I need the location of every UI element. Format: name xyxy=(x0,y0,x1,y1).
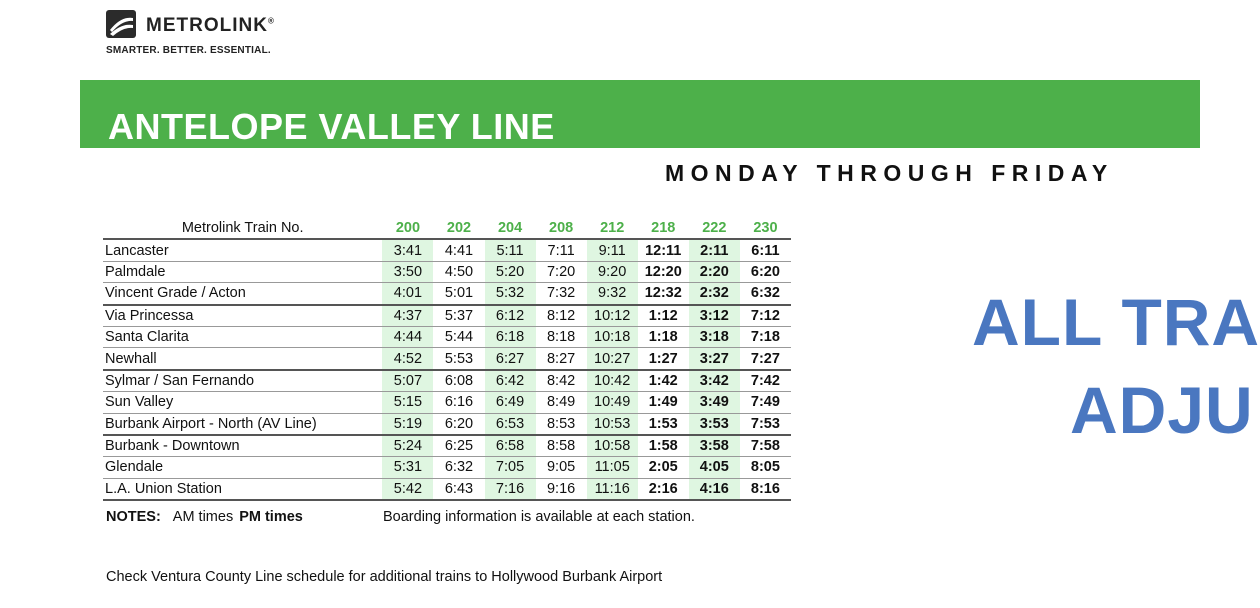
station-name: Burbank Airport - North (AV Line) xyxy=(103,413,382,435)
departure-time: 3:53 xyxy=(689,413,740,435)
departure-time: 4:52 xyxy=(382,348,433,370)
departure-time: 6:08 xyxy=(433,370,484,392)
schedule-header-row xyxy=(103,218,791,239)
train-number: 200 xyxy=(382,218,433,239)
table-row xyxy=(103,326,791,347)
departure-time: 4:16 xyxy=(689,478,740,500)
departure-time: 5:19 xyxy=(382,413,433,435)
table-row xyxy=(103,239,791,261)
line-banner xyxy=(80,80,1200,148)
departure-time: 6:27 xyxy=(485,348,536,370)
departure-time: 2:32 xyxy=(689,283,740,305)
departure-time: 12:11 xyxy=(638,239,689,261)
station-name: Burbank - Downtown xyxy=(103,435,382,457)
departure-time: 8:53 xyxy=(536,413,587,435)
departure-time: 6:49 xyxy=(485,392,536,413)
departure-time: 6:12 xyxy=(485,305,536,327)
departure-time: 5:32 xyxy=(485,283,536,305)
departure-time: 5:07 xyxy=(382,370,433,392)
departure-time: 7:11 xyxy=(536,239,587,261)
table-row xyxy=(103,370,791,392)
departure-time: 7:53 xyxy=(740,413,791,435)
departure-time: 6:42 xyxy=(485,370,536,392)
metrolink-logo-icon xyxy=(106,10,136,38)
departure-time: 4:05 xyxy=(689,457,740,478)
departure-time: 12:32 xyxy=(638,283,689,305)
departure-time: 3:12 xyxy=(689,305,740,327)
departure-time: 11:05 xyxy=(587,457,638,478)
departure-time: 8:16 xyxy=(740,478,791,500)
departure-time: 1:49 xyxy=(638,392,689,413)
train-number: 208 xyxy=(536,218,587,239)
departure-time: 10:58 xyxy=(587,435,638,457)
departure-time: 5:01 xyxy=(433,283,484,305)
departure-time: 9:32 xyxy=(587,283,638,305)
am-times-note: AM times xyxy=(172,509,234,525)
departure-time: 1:53 xyxy=(638,413,689,435)
station-name: Vincent Grade / Acton xyxy=(103,283,382,305)
departure-time: 4:44 xyxy=(382,326,433,347)
departure-time: 5:24 xyxy=(382,435,433,457)
station-name: Palmdale xyxy=(103,261,382,282)
departure-time: 10:12 xyxy=(587,305,638,327)
station-name: Sylmar / San Fernando xyxy=(103,370,382,392)
line-title: ANTELOPE VALLEY LINE xyxy=(108,106,555,147)
schedule-body xyxy=(103,239,791,500)
departure-time: 6:32 xyxy=(433,457,484,478)
departure-time: 6:58 xyxy=(485,435,536,457)
departure-time: 7:42 xyxy=(740,370,791,392)
departure-time: 6:25 xyxy=(433,435,484,457)
train-number: 204 xyxy=(485,218,536,239)
table-row xyxy=(103,435,791,457)
departure-time: 8:42 xyxy=(536,370,587,392)
departure-time: 5:20 xyxy=(485,261,536,282)
departure-time: 5:11 xyxy=(485,239,536,261)
departure-time: 2:16 xyxy=(638,478,689,500)
departure-time: 10:53 xyxy=(587,413,638,435)
departure-time: 7:18 xyxy=(740,326,791,347)
departure-time: 10:18 xyxy=(587,326,638,347)
departure-time: 10:27 xyxy=(587,348,638,370)
departure-time: 1:27 xyxy=(638,348,689,370)
service-days: MONDAY THROUGH FRIDAY xyxy=(665,160,1114,186)
departure-time: 8:12 xyxy=(536,305,587,327)
departure-time: 6:20 xyxy=(740,261,791,282)
departure-time: 8:18 xyxy=(536,326,587,347)
station-name: Lancaster xyxy=(103,239,382,261)
departure-time: 4:50 xyxy=(433,261,484,282)
departure-time: 7:49 xyxy=(740,392,791,413)
departure-time: 6:20 xyxy=(433,413,484,435)
table-row xyxy=(103,478,791,500)
departure-time: 6:18 xyxy=(485,326,536,347)
departure-time: 5:31 xyxy=(382,457,433,478)
departure-time: 7:58 xyxy=(740,435,791,457)
departure-time: 6:53 xyxy=(485,413,536,435)
departure-time: 3:50 xyxy=(382,261,433,282)
departure-time: 3:41 xyxy=(382,239,433,261)
departure-time: 5:53 xyxy=(433,348,484,370)
station-name: Newhall xyxy=(103,348,382,370)
departure-time: 1:12 xyxy=(638,305,689,327)
departure-time: 2:05 xyxy=(638,457,689,478)
departure-time: 6:32 xyxy=(740,283,791,305)
departure-time: 9:20 xyxy=(587,261,638,282)
train-number: 222 xyxy=(689,218,740,239)
table-row xyxy=(103,283,791,305)
side-heading-line2: ADJU xyxy=(1070,373,1254,447)
departure-time: 1:58 xyxy=(638,435,689,457)
departure-time: 3:49 xyxy=(689,392,740,413)
table-row xyxy=(103,348,791,370)
departure-time: 4:41 xyxy=(433,239,484,261)
brand-tagline: SMARTER. BETTER. ESSENTIAL. xyxy=(106,45,271,56)
table-row xyxy=(103,413,791,435)
notes xyxy=(106,509,303,525)
departure-time: 8:05 xyxy=(740,457,791,478)
departure-time: 2:20 xyxy=(689,261,740,282)
departure-time: 6:43 xyxy=(433,478,484,500)
departure-time: 7:16 xyxy=(485,478,536,500)
departure-time: 9:05 xyxy=(536,457,587,478)
departure-time: 10:42 xyxy=(587,370,638,392)
table-row xyxy=(103,261,791,282)
train-number: 202 xyxy=(433,218,484,239)
departure-time: 7:20 xyxy=(536,261,587,282)
boarding-note: Boarding information is available at each station. xyxy=(383,509,695,525)
departure-time: 6:16 xyxy=(433,392,484,413)
pm-times-note: PM times xyxy=(239,509,303,525)
departure-time: 10:49 xyxy=(587,392,638,413)
departure-time: 9:16 xyxy=(536,478,587,500)
departure-time: 7:12 xyxy=(740,305,791,327)
footer-note: Check Ventura County Line schedule for additional trains to Hollywood Burbank Airport xyxy=(106,569,663,585)
train-number: 212 xyxy=(587,218,638,239)
table-row xyxy=(103,392,791,413)
train-number: 230 xyxy=(740,218,791,239)
train-number-label: Metrolink Train No. xyxy=(103,218,382,239)
departure-time: 1:18 xyxy=(638,326,689,347)
departure-time: 7:27 xyxy=(740,348,791,370)
departure-time: 7:05 xyxy=(485,457,536,478)
station-name: L.A. Union Station xyxy=(103,478,382,500)
departure-time: 12:20 xyxy=(638,261,689,282)
station-name: Santa Clarita xyxy=(103,326,382,347)
notes-label: NOTES: xyxy=(106,509,161,525)
departure-time: 3:18 xyxy=(689,326,740,347)
table-row xyxy=(103,305,791,327)
departure-time: 4:37 xyxy=(382,305,433,327)
side-heading-line1: ALL TRA xyxy=(972,285,1260,359)
departure-time: 5:42 xyxy=(382,478,433,500)
departure-time: 9:11 xyxy=(587,239,638,261)
brand-name: METROLINK® xyxy=(146,15,275,36)
departure-time: 5:37 xyxy=(433,305,484,327)
departure-time: 11:16 xyxy=(587,478,638,500)
departure-time: 7:32 xyxy=(536,283,587,305)
departure-time: 2:11 xyxy=(689,239,740,261)
departure-time: 4:01 xyxy=(382,283,433,305)
departure-time: 5:15 xyxy=(382,392,433,413)
station-name: Sun Valley xyxy=(103,392,382,413)
departure-time: 3:58 xyxy=(689,435,740,457)
departure-time: 8:58 xyxy=(536,435,587,457)
table-row xyxy=(103,457,791,478)
departure-time: 1:42 xyxy=(638,370,689,392)
schedule-table xyxy=(103,218,791,501)
departure-time: 5:44 xyxy=(433,326,484,347)
departure-time: 6:11 xyxy=(740,239,791,261)
departure-time: 8:49 xyxy=(536,392,587,413)
departure-time: 3:27 xyxy=(689,348,740,370)
station-name: Glendale xyxy=(103,457,382,478)
station-name: Via Princessa xyxy=(103,305,382,327)
departure-time: 8:27 xyxy=(536,348,587,370)
train-number: 218 xyxy=(638,218,689,239)
departure-time: 3:42 xyxy=(689,370,740,392)
